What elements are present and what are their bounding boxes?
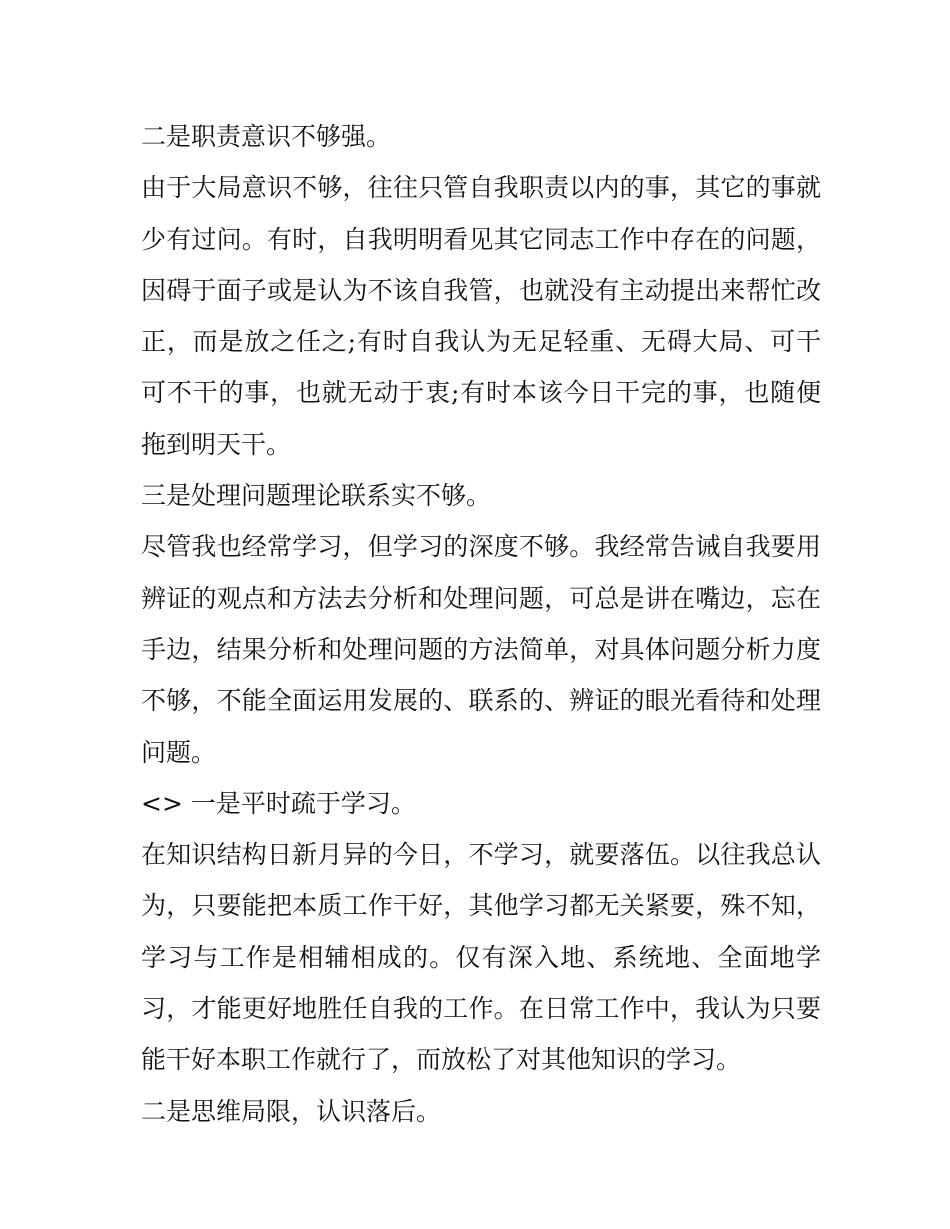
- paragraph-heading-duty-awareness: 二是职责意识不够强。: [141, 122, 392, 151]
- paragraph-study-detail: 在知识结构日新月异的今日，不学习，就要落伍。以往我总认为，只要能把本质工作干好，其他学习都无关紧要，殊不知，学习与工作是相辅相成的。仅有深入地、系统地、全面地学习，才能更好地胜任自我的工作。在日常工作中，我认为只要能干好本职工作就行了，而放松了对其他知识的学习。: [141, 840, 821, 1075]
- paragraph-heading-thinking: 二是思维局限，认识落后。: [141, 1096, 442, 1126]
- paragraph-heading-study: <> 一是平时疏于学习。: [141, 788, 416, 818]
- paragraph-duty-awareness-detail: 由于大局意识不够，往往只管自我职责以内的事，其它的事就少有过问。有时，自我明明看见其它同志工作中存在的问题，因碍于面子或是认为不该自我管，也就没有主动提出来帮忙改正，而是放之任之;有时自我认为无足轻重、无碍大局、可干可不干的事，也就无动于衷;有时本该今日干完的事，也随便拖到明天干。: [141, 173, 821, 459]
- paragraph-heading-theory-practice: 三是处理问题理论联系实不够。: [141, 481, 492, 511]
- paragraph-theory-practice-detail: 尽管我也经常学习，但学习的深度不够。我经常告诫自我要用辨证的观点和方法去分析和处理问题，可总是讲在嘴边，忘在手边，结果分析和处理问题的方法简单，对具体问题分析力度不够，不能全面运用发展的、联系的、辨证的眼光看待和处理问题。: [141, 532, 821, 767]
- document-body: [141, 111, 821, 1137]
